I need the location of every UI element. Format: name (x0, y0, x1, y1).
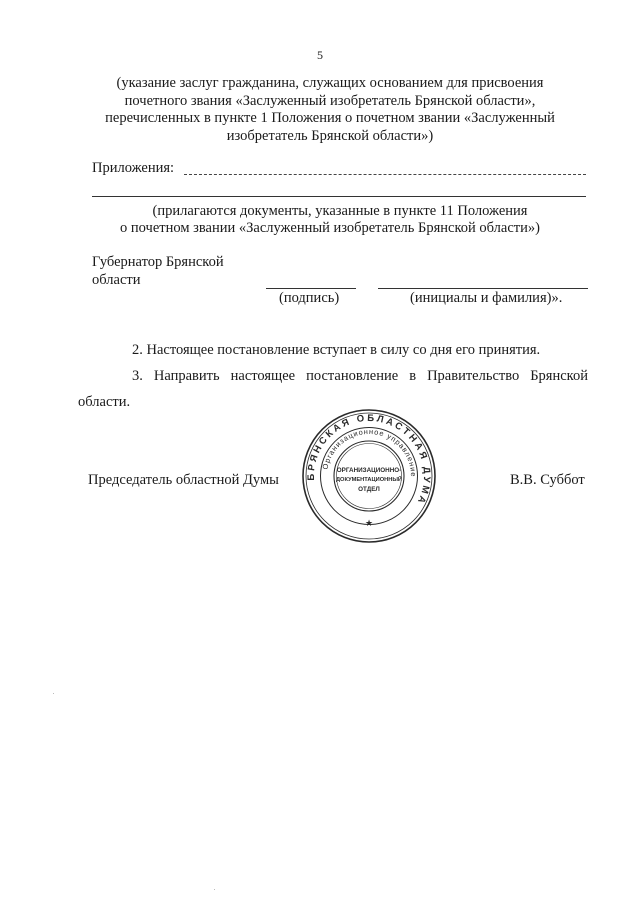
seal-center-line-1: ОРГАНИЗАЦИОННО- (336, 467, 402, 474)
attachments-label: Приложения: (92, 160, 175, 176)
name-caption: (инициалы и фамилия)». (410, 290, 563, 306)
official-seal (301, 408, 437, 544)
seal-star-icon: ★ (364, 519, 374, 529)
scan-speck (53, 693, 54, 694)
paragraph-2: 2. Настоящее постановление вступает в силу со дня его принятия. (132, 342, 541, 358)
p3-word: Направить (153, 368, 220, 384)
attachments-note-line-2: о почетном звании «Заслуженный изобретатель Брянской области») (120, 220, 540, 236)
governor-name-line (378, 288, 588, 289)
p3-word: 3. (132, 368, 143, 384)
scan-speck (214, 889, 215, 890)
p3-word: Брянской (530, 368, 588, 384)
governor-signature-line (266, 288, 356, 289)
attachments-note-line-1: (прилагаются документы, указанные в пункте 11 Положения (152, 203, 528, 219)
governor-title-line-2: области (92, 272, 141, 288)
seal-inner-text: Организационное управление (320, 426, 419, 478)
note-line-4: изобретатель Брянской области») (226, 128, 434, 144)
p3-word: Правительство (427, 368, 520, 384)
note-line-1: (указание заслуг гражданина, служащих основанием для присвоения (116, 75, 544, 91)
seal-outer-text: БРЯНСКАЯ ОБЛАСТНАЯ ДУМА (305, 412, 433, 508)
signature-caption: (подпись) (279, 290, 340, 306)
chairman-title: Председатель областной Думы (88, 472, 279, 488)
p3-word: постановление (306, 368, 399, 384)
seal-center-line-2: ДОКУМЕНТАЦИОННЫЙ (335, 477, 403, 483)
paragraph-3-line-2: области. (78, 394, 131, 410)
seal-center-line-3: ОТДЕЛ (358, 486, 380, 493)
governor-title-line-1: Губернатор Брянской (92, 254, 224, 270)
attachments-fill-line-1 (184, 174, 586, 175)
paragraph-3-line-1 (132, 368, 588, 385)
p3-word: настоящее (230, 368, 296, 384)
chairman-name: В.В. Суббот (510, 472, 585, 488)
attachments-fill-line-2 (92, 196, 586, 197)
page-number: 5 (317, 48, 323, 62)
p3-word: в (409, 368, 417, 384)
note-line-3: перечисленных в пункте 1 Положения о почетном звании «Заслуженный (105, 110, 555, 126)
note-line-2: почетного звания «Заслуженный изобретатель Брянской области», (124, 93, 536, 109)
